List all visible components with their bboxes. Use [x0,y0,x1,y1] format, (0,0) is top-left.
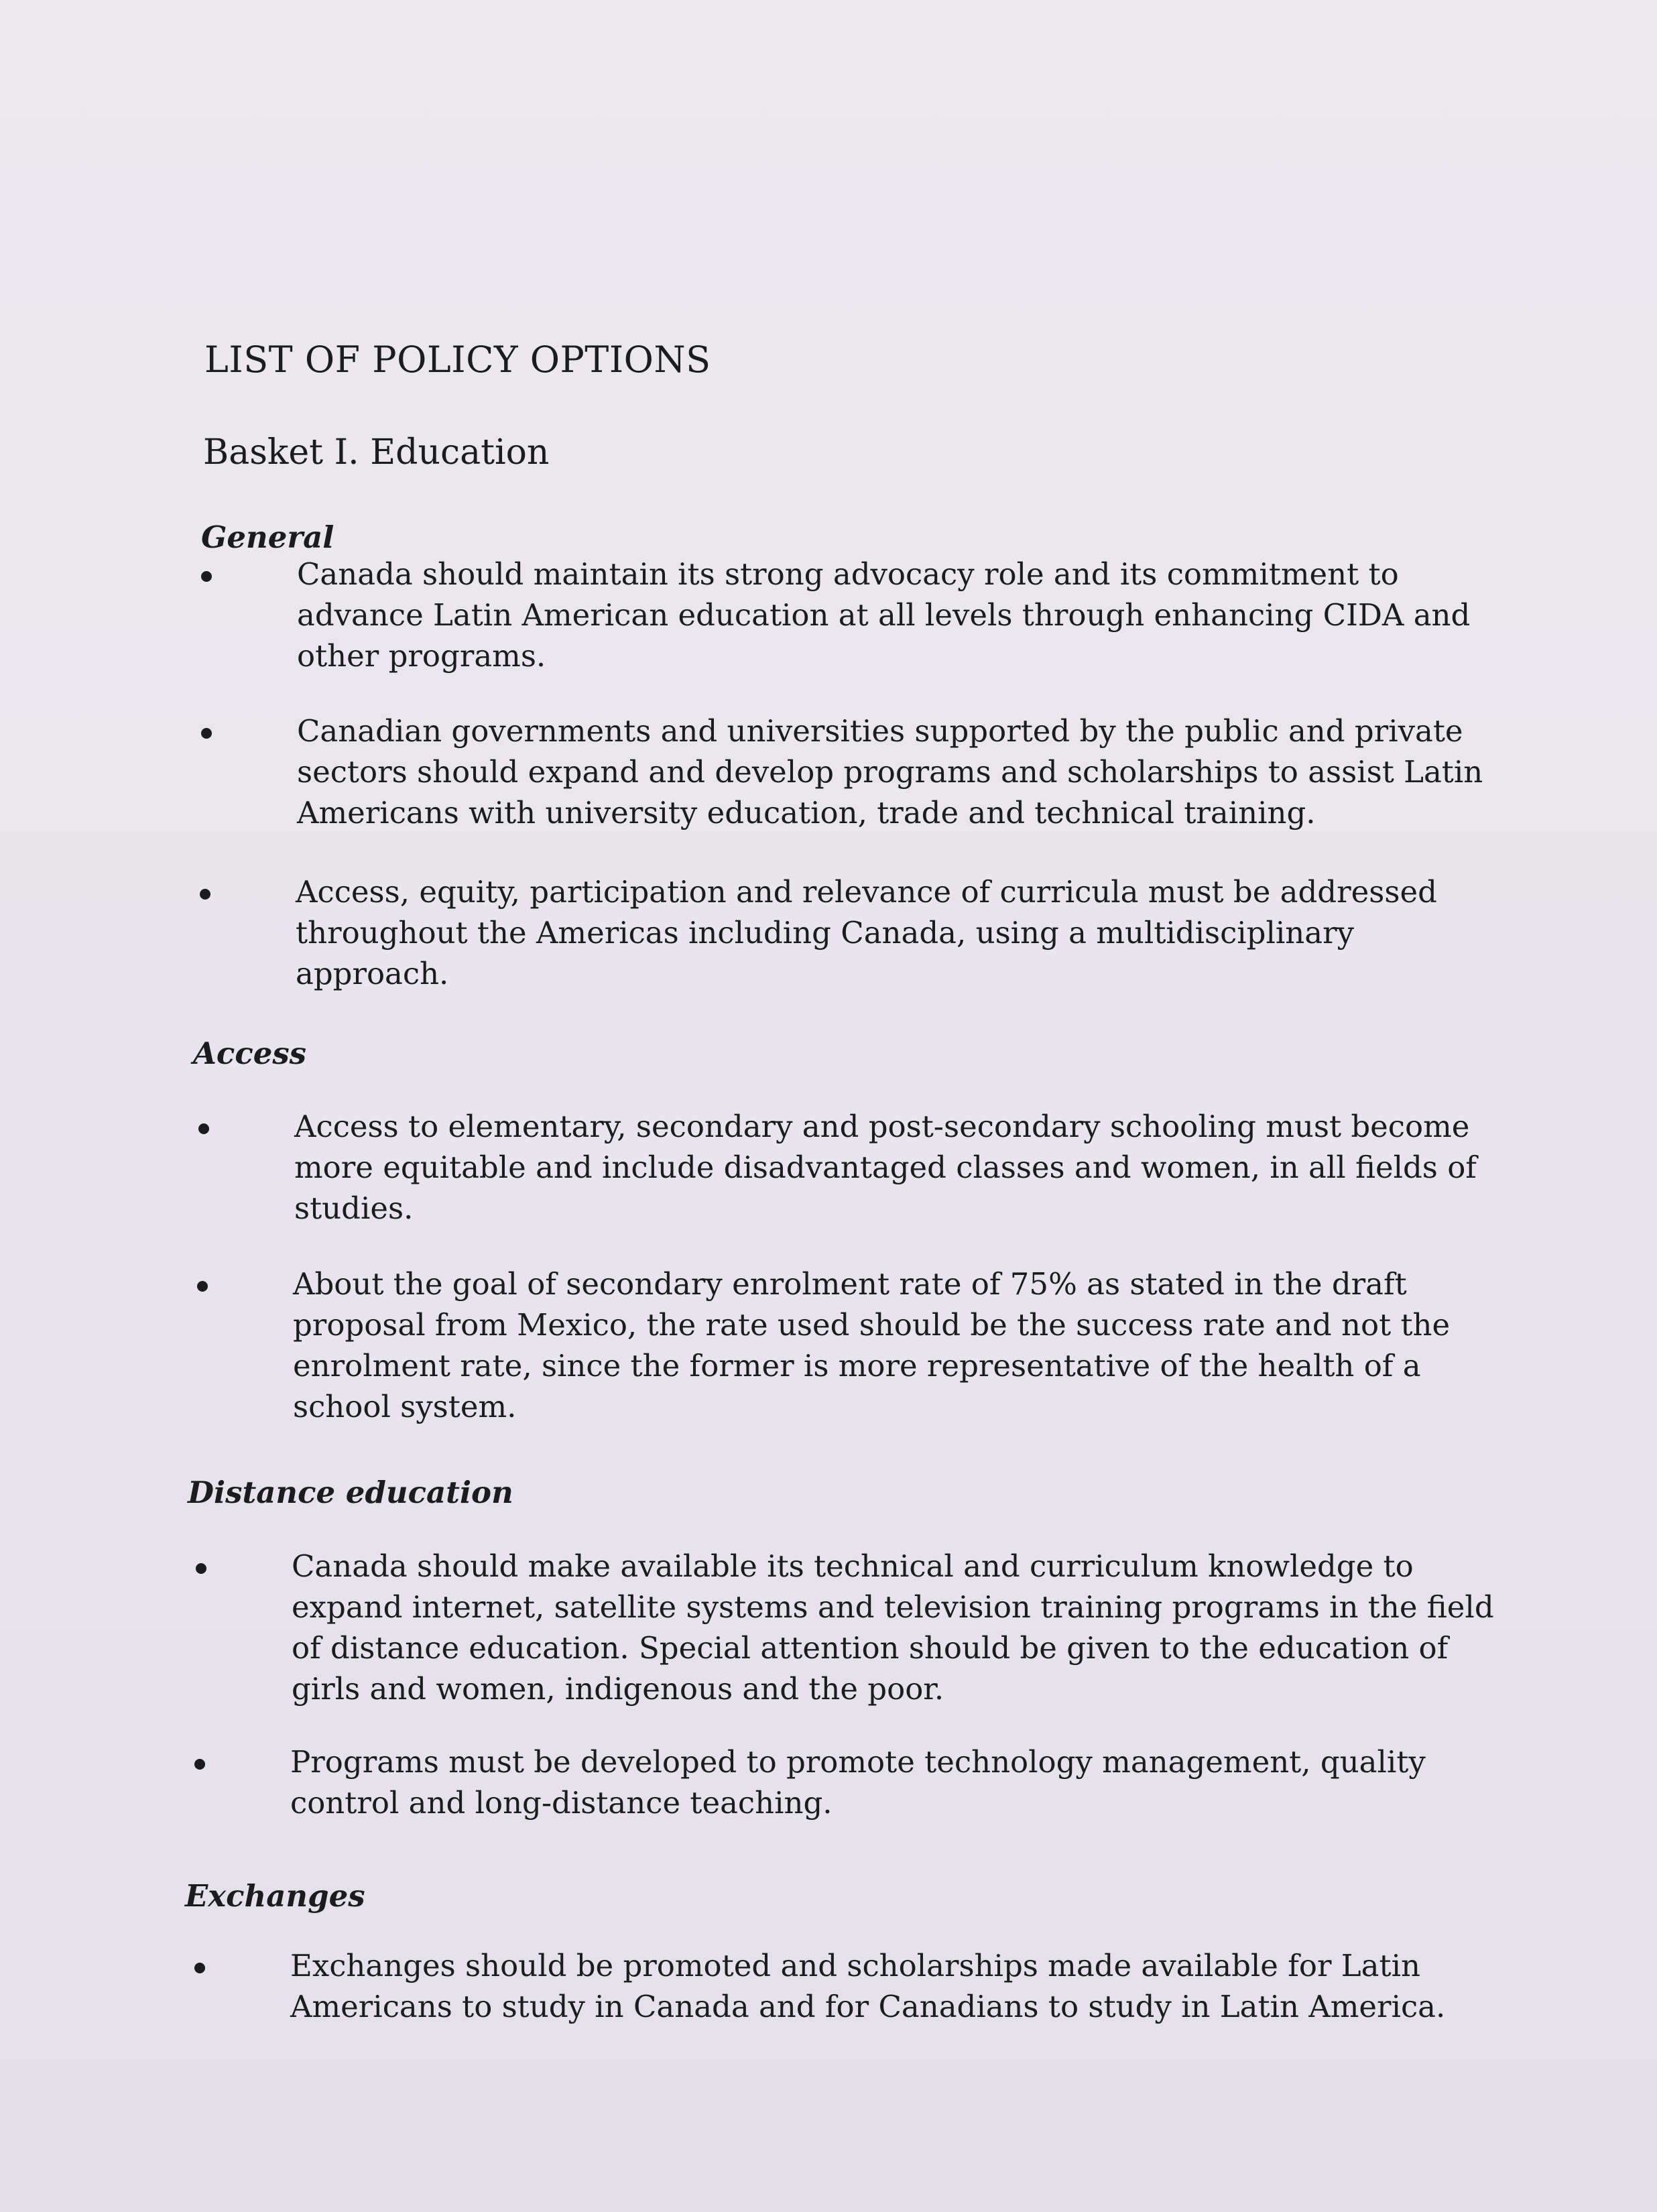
list-item-text: Exchanges should be promoted and scholarships made available for Latin Americans to study in Canada and for Canadians to study in Latin America. [290,1948,1446,2024]
list-item-text: Programs must be developed to promote technology management, quality control and long-distance teaching. [290,1744,1426,1821]
bullet-icon [194,1759,205,1770]
bullet-icon [196,1563,206,1574]
section-heading-distance-education: Distance education [188,1475,513,1510]
basket-title: Basket I. Education [203,432,550,473]
bullet-icon [198,1123,209,1134]
list-item-text: About the goal of secondary enrolment rate of 75% as stated in the draft proposal from Mexico, the rate used should be the success rate and not the enrolment rate, since the former is more representative of the health of a school system. [293,1266,1451,1424]
section-heading-access: Access [193,1036,307,1071]
list-item-text: Canadian governments and universities supported by the public and private sectors should expand and develop programs and scholarships to assist Latin Americans with university education, trade and technical training. [297,713,1483,831]
bullet-icon [201,728,212,739]
list-item-text: Canada should make available its technical and curriculum knowledge to expand internet, satellite systems and television training programs in the field of distance education. Special attention should be given to the education of girls and women, indigenous and the poor. [292,1548,1494,1707]
list-item-text: Canada should maintain its strong advocacy role and its commitment to advance Latin American education at all levels through enhancing CIDA and other programs. [297,556,1471,674]
bullet-icon [200,889,210,900]
bullet-icon [194,1963,205,1973]
section-heading-exchanges: Exchanges [185,1878,365,1914]
list-item-text: Access, equity, participation and relevance of curricula must be addressed throughout the Americas including Canada, using a multidisciplinary approach. [296,874,1437,991]
document-title: LIST OF POLICY OPTIONS [204,339,711,381]
bullet-icon [197,1281,208,1292]
list-item-text: Access to elementary, secondary and post-secondary schooling must become more equitable and include disadvantaged classes and women, in all fields of studies. [294,1109,1477,1226]
bullet-icon [201,571,212,582]
section-heading-general: General [201,519,334,555]
